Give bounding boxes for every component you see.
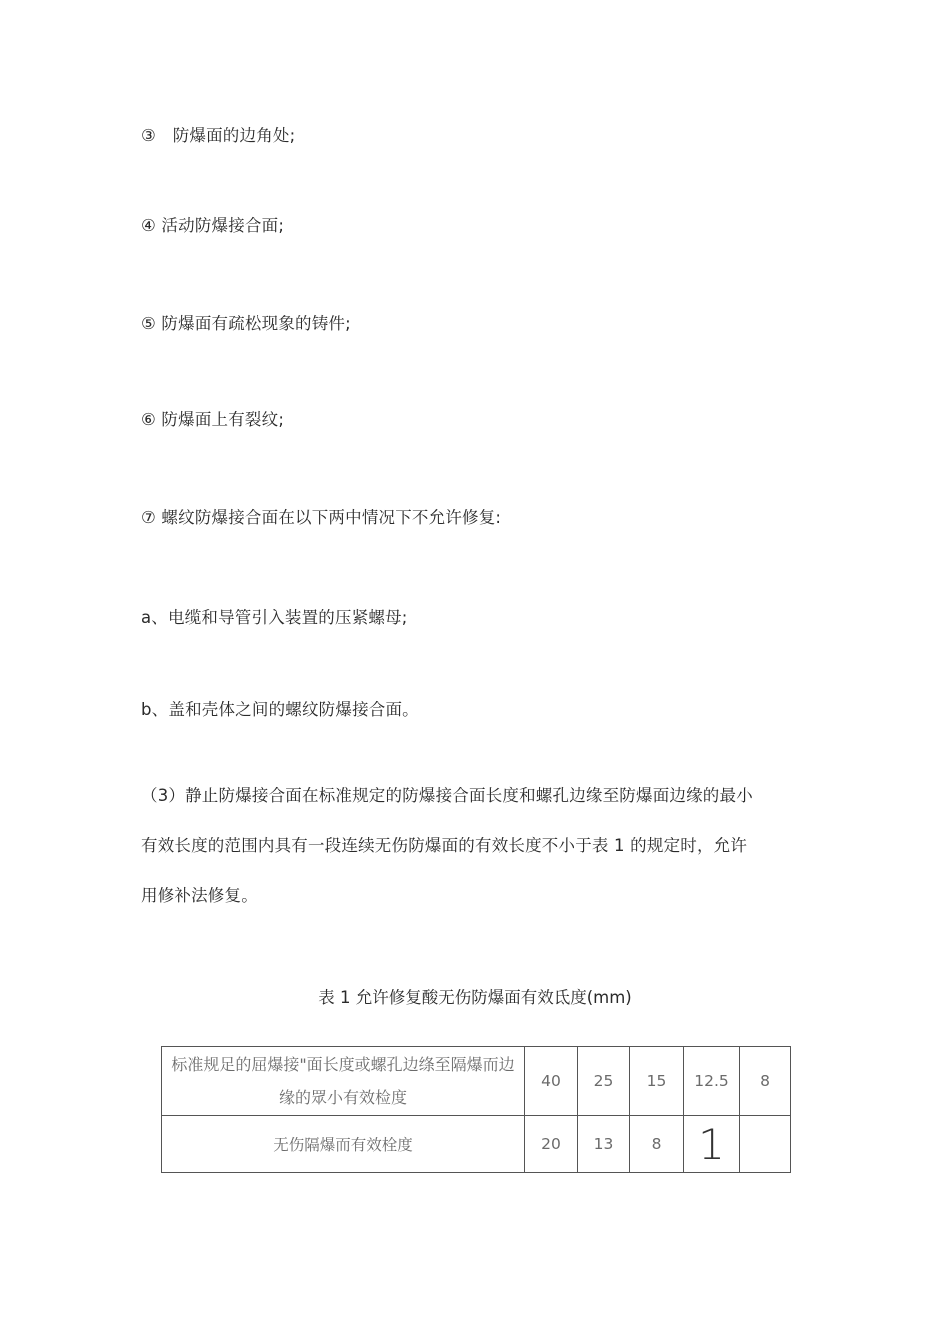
table-cell: 15 — [630, 1047, 684, 1116]
paragraph-3-line-1: （3）静止防爆接合面在标准规定的防爆接合面长度和螺孔边缘至防爆面边缘的最小 — [141, 786, 753, 805]
table-caption: 表 1 允许修复酸无伤防爆面有效氐度(mm) — [318, 988, 632, 1007]
table-row — [162, 1047, 791, 1116]
row-label: 标准规足的屈爆接"面长度或螺孔边绦至隔爆而边缘的眾小有效检度 — [162, 1047, 525, 1116]
table-cell: 13 — [578, 1116, 630, 1173]
list-item-7: ⑦ 螺纹防爆接合面在以下两中情况下不允许修复: — [141, 508, 502, 527]
table-cell: 8 — [630, 1116, 684, 1173]
table-cell: 40 — [525, 1047, 578, 1116]
list-item-5: ⑤ 防爆面有疏松现象的铸件; — [141, 314, 351, 333]
paragraph-3-line-2: 有效长度的范围内具有一段连续无伤防爆面的有效长度不小于表 1 的规定时，允许 — [141, 836, 748, 855]
row-label: 无伤隔爆而有效栓度 — [162, 1116, 525, 1173]
table-cell: 12.5 — [684, 1047, 740, 1116]
table-cell: 1 — [684, 1116, 740, 1173]
list-item-3: ③ 防爆面的边角处; — [141, 126, 296, 145]
repair-length-table — [161, 1046, 791, 1173]
table-cell: 20 — [525, 1116, 578, 1173]
list-item-6: ⑥ 防爆面上有裂纹; — [141, 410, 285, 429]
sub-item-b: b、盖和壳体之间的螺纹防爆接合面。 — [141, 700, 419, 719]
list-item-4: ④ 活动防爆接合面; — [141, 216, 285, 235]
table-cell: 8 — [740, 1047, 791, 1116]
table-cell: 25 — [578, 1047, 630, 1116]
paragraph-3-line-3: 用修补法修复。 — [141, 886, 258, 905]
table-cell — [740, 1116, 791, 1173]
table-row — [162, 1116, 791, 1173]
sub-item-a: a、电缆和导管引入装置的压紧螺母; — [141, 608, 408, 627]
